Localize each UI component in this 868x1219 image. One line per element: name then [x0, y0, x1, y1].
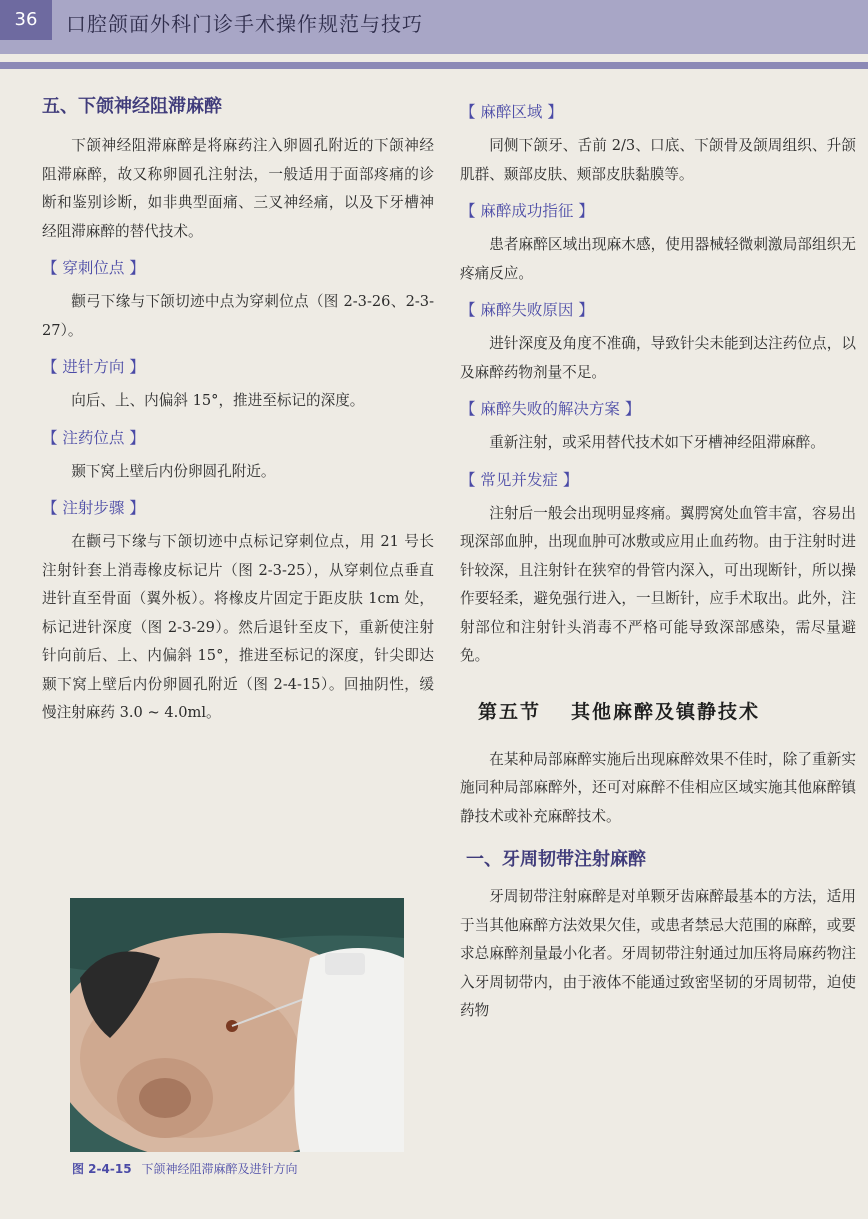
puncture-heading: 【 穿刺位点 】	[42, 259, 145, 277]
intro-paragraph: 下颌神经阻滞麻醉是将麻药注入卵圆孔附近的下颌神经阻滞麻醉，故又称卵圆孔注射法，一般适用于面部疼痛的诊断和鉴别诊断，如非典型面痛、三叉神经痛，以及下牙槽神经阻滞麻醉的替代技术。	[42, 137, 434, 240]
chapter-title	[478, 697, 856, 724]
success-heading: 【 麻醉成功指征 】	[460, 202, 594, 220]
area-paragraph: 同侧下颌牙、舌前 2/3、口底、下颌骨及颌周组织、升颌肌群、颞部皮肤、颊部皮肤黏膜等。	[460, 137, 856, 183]
solution-paragraph: 重新注射，或采用替代技术如下牙槽神经阻滞麻醉。	[489, 434, 825, 451]
figure-caption-text: 下颌神经阻滞麻醉及进针方向	[141, 1162, 298, 1176]
failure-heading: 【 麻醉失败原因 】	[460, 301, 594, 319]
page-header	[0, 0, 868, 54]
solution-heading: 【 麻醉失败的解决方案 】	[460, 400, 641, 418]
running-title: 口腔颌面外科门诊手术操作规范与技巧	[66, 12, 423, 36]
area-heading: 【 麻醉区域 】	[460, 103, 563, 121]
puncture-paragraph: 颧弓下缘与下颌切迹中点为穿刺位点（图 2-3-26、2-3-27）。	[42, 293, 434, 339]
right-column	[460, 92, 856, 1036]
subsection-title: 一、牙周韧带注射麻醉	[466, 849, 646, 870]
subsection-paragraph: 牙周韧带注射麻醉是对单颗牙齿麻醉最基本的方法，适用于当其他麻醉方法效果欠佳，或患者禁忌大范围的麻醉，或要求总麻醉剂量最小化者。牙周韧带注射通过加压将局麻药物注入牙周韧带内，由于液体不能通过致密坚韧的牙周韧带，迫使药物	[460, 888, 856, 1019]
page-number: 36	[0, 0, 52, 40]
direction-paragraph: 向后、上、内偏斜 15°，推进至标记的深度。	[71, 392, 365, 409]
figure-photo	[70, 898, 404, 1152]
header-rule	[0, 62, 868, 69]
complication-paragraph: 注射后一般会出现明显疼痛。翼腭窝处血管丰富，容易出现深部血肿，出现血肿可冰敷或应用止血药物。由于注射时进针较深，且注射针在狭窄的骨管内深入，可出现断针，所以操作要轻柔，避免强行进入，一旦断针，应手术取出。此外，注射部位和注射针头消毒不严格可能导致深部感染，需尽量避免。	[460, 504, 856, 664]
injection-site-paragraph: 颞下窝上壁后内份卵圆孔附近。	[71, 462, 276, 480]
chapter-number: 第五节	[478, 700, 542, 723]
chapter-name: 其他麻醉及镇静技术	[571, 700, 761, 723]
success-paragraph: 患者麻醉区域出现麻木感，使用器械轻微刺激局部组织无疼痛反应。	[460, 236, 856, 282]
complication-heading: 【 常见并发症 】	[460, 470, 579, 489]
chapter-intro-paragraph: 在某种局部麻醉实施后出现麻醉效果不佳时，除了重新实施同种局部麻醉外，还可对麻醉不佳相应区域实施其他麻醉镇静技术或补充麻醉技术。	[460, 750, 856, 825]
section-title: 五、下颌神经阻滞麻醉	[42, 96, 222, 117]
clinical-photo	[70, 898, 404, 1152]
figure-caption	[72, 1160, 298, 1177]
steps-heading: 【 注射步骤 】	[42, 499, 145, 517]
figure-number: 图 2-4-15	[72, 1162, 132, 1176]
injection-site-heading: 【 注药位点 】	[42, 428, 145, 447]
left-column	[42, 92, 434, 738]
failure-paragraph: 进针深度及角度不准确，导致针尖未能到达注药位点，以及麻醉药物剂量不足。	[460, 335, 856, 381]
steps-paragraph: 在颧弓下缘与下颌切迹中点标记穿刺位点，用 21 号长注射针套上消毒橡皮标记片（图 2-3-25），从穿刺位点垂直进针直至骨面（翼外板）。将橡皮片固定于距皮肤 1cm 处，标记进针深度（图 2-3-29）。然后退针至皮下，重新使注射针向前后、上、内偏斜 15°，推进至标记的深度，针尖即达颞下窝上壁后内份卵圆孔附近（图 2-4-15）。回抽阴性，缓慢注射麻药 3.0 ~ 4.0ml。	[42, 533, 434, 721]
direction-heading: 【 进针方向 】	[42, 358, 145, 376]
